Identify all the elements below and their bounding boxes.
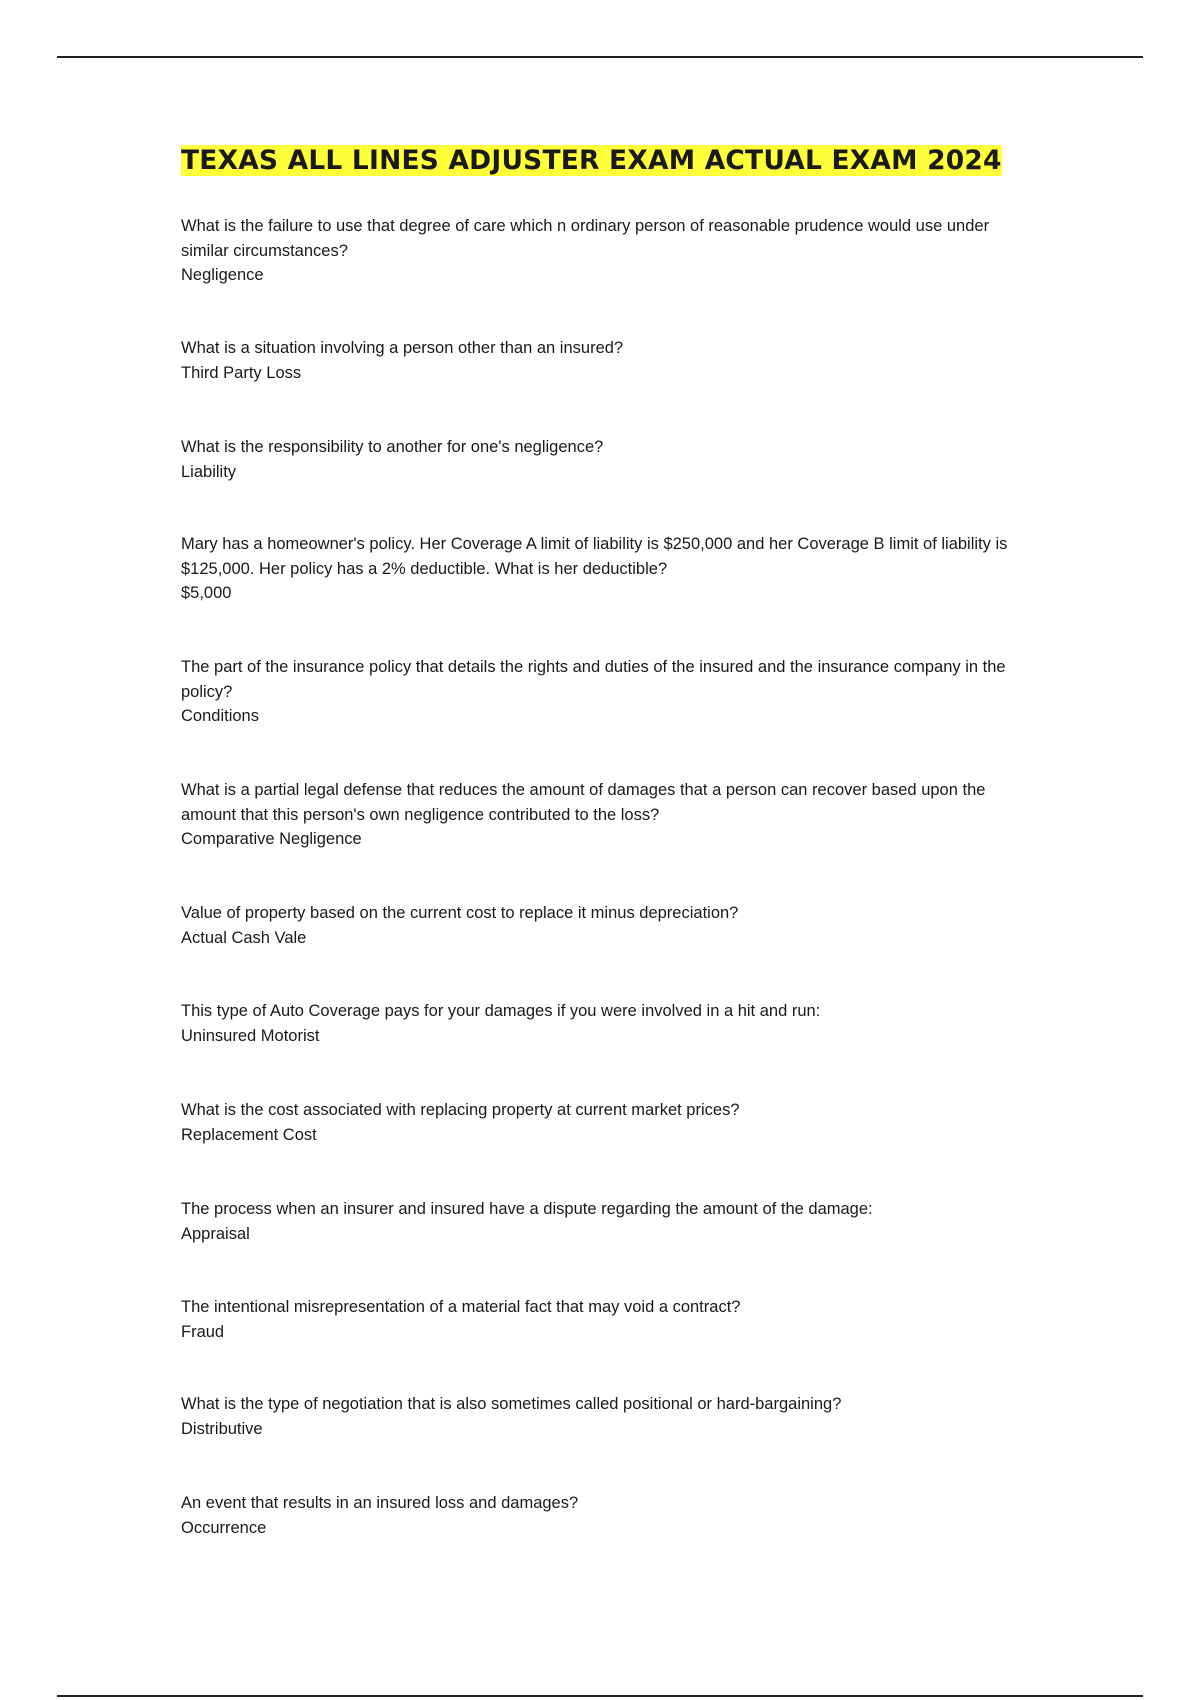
answer-text: Appraisal	[181, 1224, 250, 1243]
answer-text: Replacement Cost	[181, 1125, 317, 1144]
question-text: Value of property based on the current cost to replace it minus depreciation?	[181, 904, 739, 922]
question-text: What is a partial legal defense that reduces the amount of damages that a person can recover based upon the amount that this person's own negligence contributed to the loss?	[181, 781, 986, 824]
answer-text: Distributive	[181, 1419, 263, 1438]
question-text: The process when an insurer and insured have a dispute regarding the amount of the damage:	[181, 1200, 873, 1218]
qa-item	[181, 336, 1021, 385]
answer-text: Actual Cash Vale	[181, 928, 307, 947]
question-text: What is the failure to use that degree of care which n ordinary person of reasonable prudence would use under similar circumstances?	[181, 217, 990, 260]
qa-item	[181, 532, 1021, 606]
answer-text: Negligence	[181, 266, 264, 284]
question-text: What is the responsibility to another for one's negligence?	[181, 438, 604, 456]
question-text: This type of Auto Coverage pays for your damages if you were involved in a hit and run:	[181, 1002, 821, 1020]
qa-item	[181, 1098, 1021, 1147]
question-text: The intentional misrepresentation of a material fact that may void a contract?	[181, 1298, 741, 1316]
answer-text: Fraud	[181, 1322, 225, 1341]
qa-item	[181, 214, 1021, 288]
page-title	[181, 144, 1021, 177]
qa-item	[181, 778, 1021, 852]
question-text: What is a situation involving a person other than an insured?	[181, 339, 624, 357]
qa-item	[181, 999, 1021, 1048]
question-text: The part of the insurance policy that details the rights and duties of the insured and the insurance company in the policy?	[181, 658, 1006, 701]
footer-rule	[57, 1695, 1143, 1697]
qa-item	[181, 1491, 1021, 1540]
qa-item	[181, 1295, 1021, 1344]
answer-text: Comparative Negligence	[181, 830, 362, 848]
header-rule	[57, 56, 1143, 58]
answer-text: Conditions	[181, 707, 259, 725]
question-text: What is the cost associated with replacing property at current market prices?	[181, 1101, 740, 1119]
qa-item	[181, 655, 1021, 729]
qa-item	[181, 1197, 1021, 1246]
title-highlight: TEXAS ALL LINES ADJUSTER EXAM ACTUAL EXAM 2024	[181, 145, 1002, 176]
answer-text: Uninsured Motorist	[181, 1026, 320, 1045]
question-text: An event that results in an insured loss and damages?	[181, 1494, 579, 1512]
answer-text: Liability	[181, 462, 237, 481]
answer-text: $5,000	[181, 584, 232, 602]
answer-text: Occurrence	[181, 1518, 267, 1537]
document-body	[181, 144, 1021, 1537]
question-text: What is the type of negotiation that is also sometimes called positional or hard-bargaining?	[181, 1395, 842, 1413]
qa-item	[181, 1392, 1021, 1441]
qa-item	[181, 901, 1021, 950]
answer-text: Third Party Loss	[181, 363, 302, 382]
qa-item	[181, 435, 1021, 484]
question-text: Mary has a homeowner's policy. Her Coverage A limit of liability is $250,000 and her Coverage B limit of liability is $125,000. Her policy has a 2% deductible. What is her deductible?	[181, 535, 1008, 578]
